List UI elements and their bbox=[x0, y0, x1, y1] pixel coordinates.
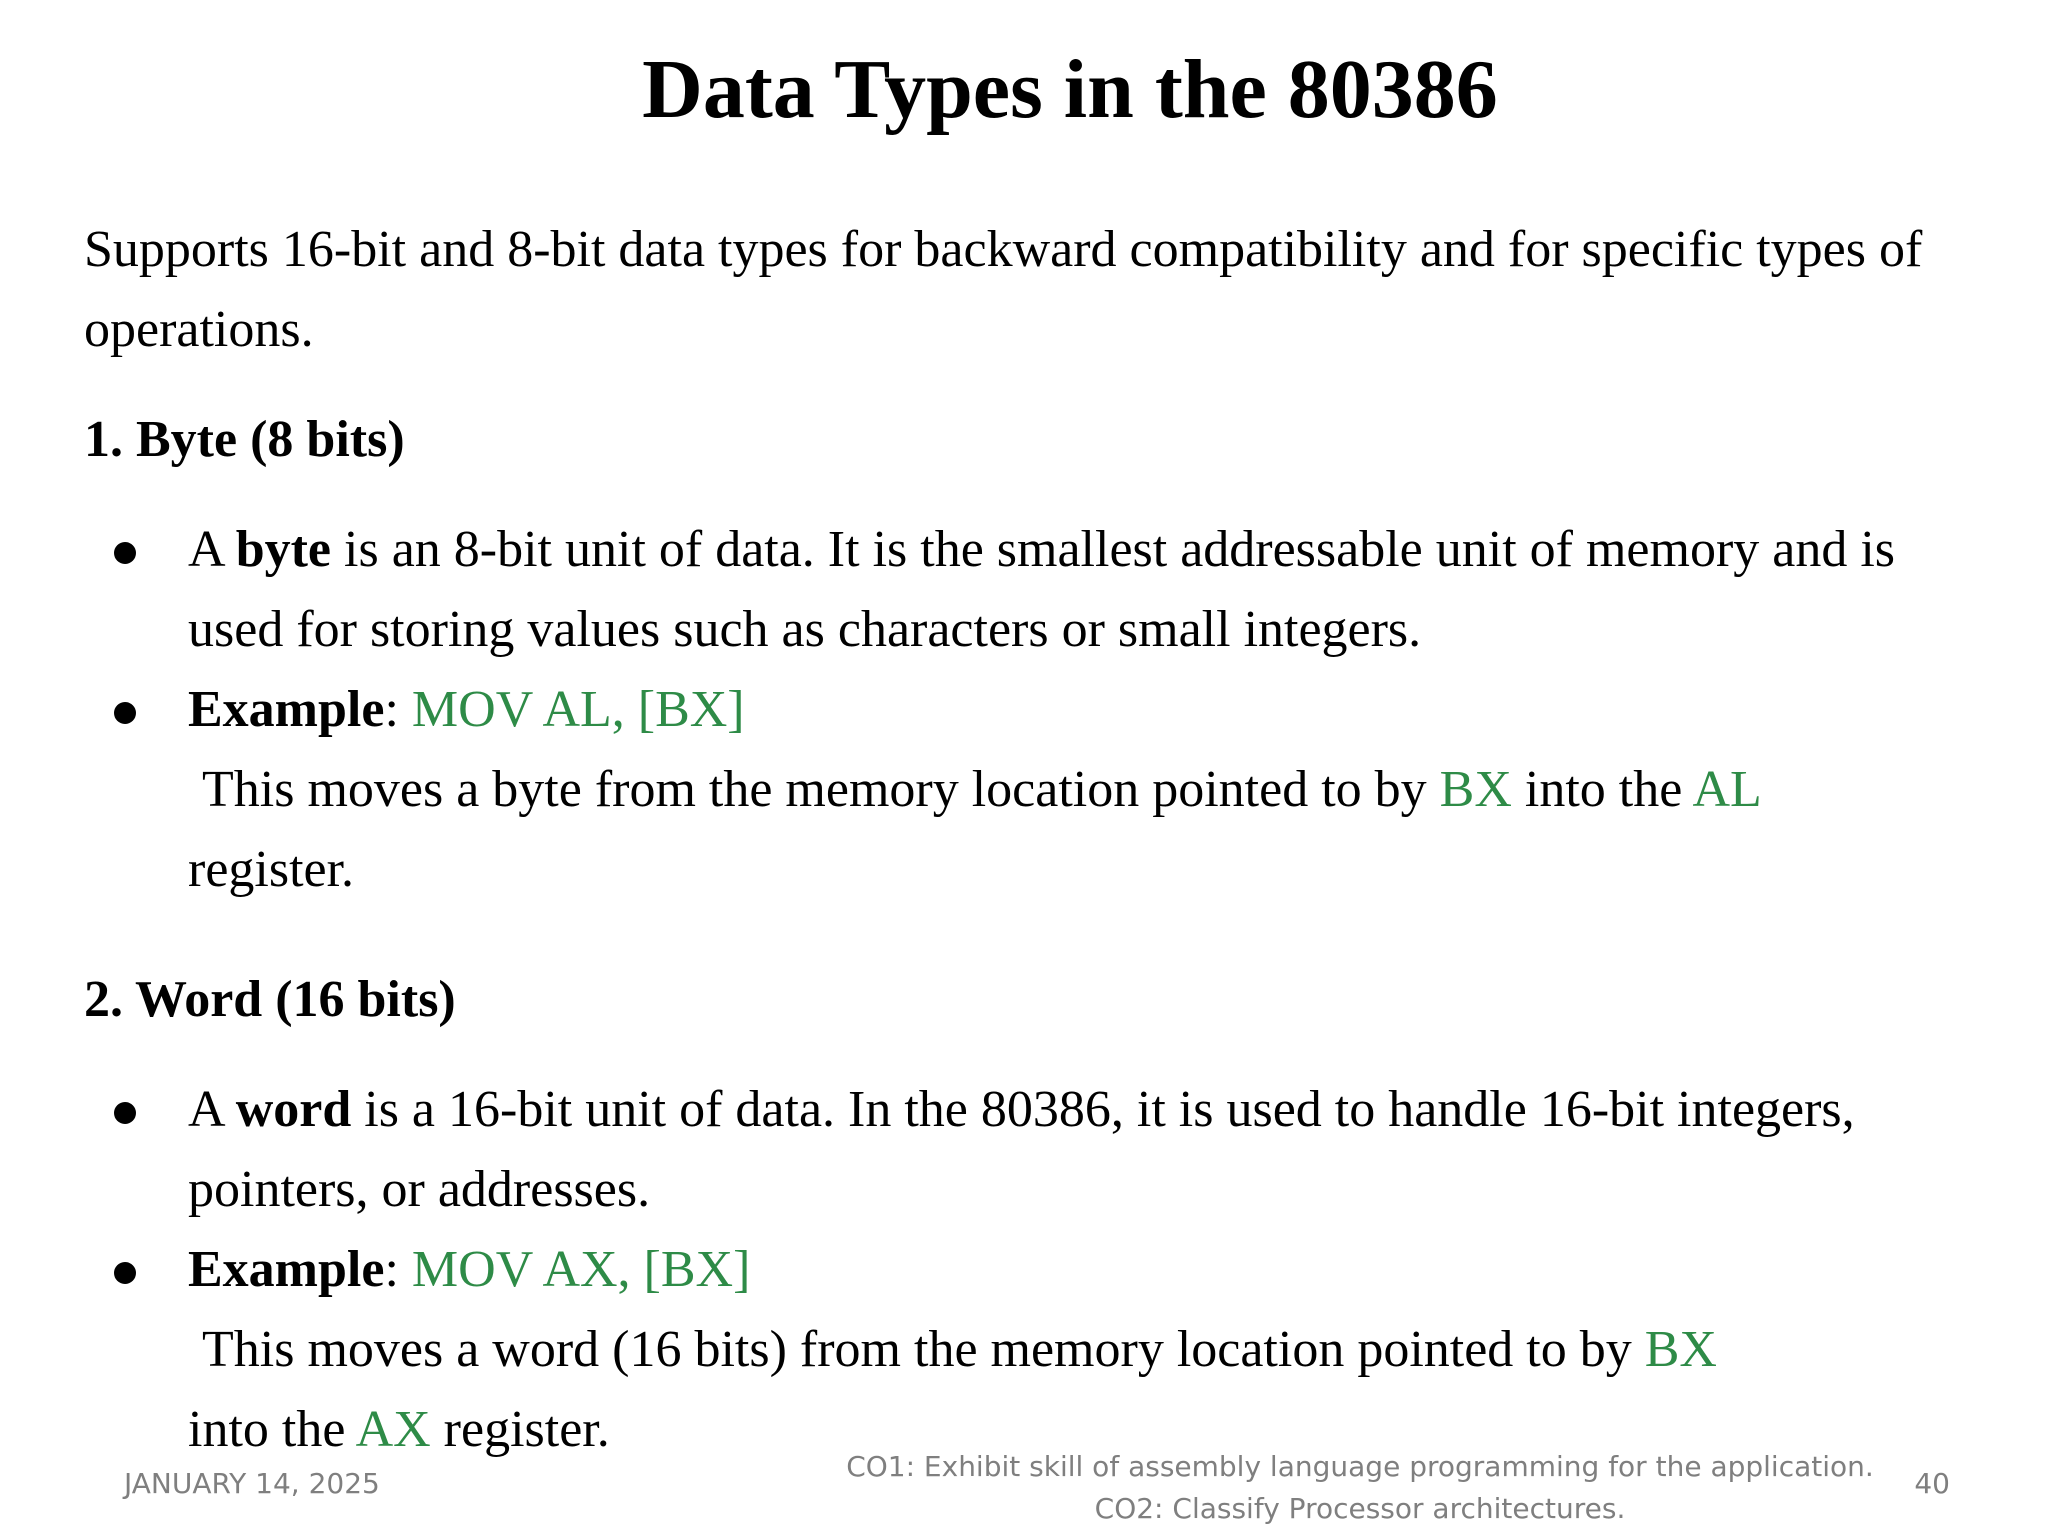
slide-body bbox=[84, 210, 1984, 1470]
slide-number: 40 bbox=[1914, 1467, 1950, 1500]
word-term: word bbox=[235, 1081, 352, 1138]
word-explanation-continued: into the AX register. bbox=[188, 1401, 610, 1458]
word-definition-bullet: A word is a 16-bit unit of data. In the 80386, it is used to handle 16-bit integers, pointers, or addresses. bbox=[84, 1070, 1984, 1230]
register-bx: BX bbox=[1644, 1321, 1717, 1378]
footer-course-outcomes bbox=[700, 1446, 2020, 1530]
word-example-code: MOV AX, [BX] bbox=[411, 1241, 751, 1298]
bullet-icon bbox=[114, 702, 136, 724]
byte-example-bullet: Example: MOV AL, [BX] This moves a byte from the memory location pointed to by BX into the AL register. bbox=[84, 670, 1984, 910]
register-bx: BX bbox=[1439, 761, 1512, 818]
footer-date: JANUARY 14, 2025 bbox=[124, 1467, 380, 1500]
register-al: AL bbox=[1692, 761, 1762, 818]
footer-co1: CO1: Exhibit skill of assembly language programming for the application. bbox=[846, 1450, 1874, 1483]
byte-term: byte bbox=[235, 521, 332, 578]
bullet-icon bbox=[114, 1102, 136, 1124]
byte-explanation-continued: register. bbox=[188, 841, 355, 898]
section-heading-byte: 1. Byte (8 bits) bbox=[84, 411, 405, 468]
byte-example-code: MOV AL, [BX] bbox=[411, 681, 745, 738]
slide-title: Data Types in the 80386 bbox=[642, 43, 1498, 136]
word-bullet-list bbox=[84, 1070, 1984, 1470]
example-label: Example bbox=[188, 1241, 385, 1298]
example-label: Example bbox=[188, 681, 385, 738]
footer-co2: CO2: Classify Processor architectures. bbox=[1094, 1492, 1626, 1525]
word-example-explanation: This moves a word (16 bits) from the memory location pointed to by BX bbox=[202, 1321, 1717, 1378]
byte-example-explanation: This moves a byte from the memory location pointed to by BX into the AL bbox=[202, 761, 1762, 818]
word-example-bullet: Example: MOV AX, [BX] This moves a word (16 bits) from the memory location pointed to by BX into the AX register. bbox=[84, 1230, 1984, 1470]
bullet-icon bbox=[114, 542, 136, 564]
intro-text: Supports 16-bit and 8-bit data types for backward compatibility and for specific types of operations. bbox=[84, 221, 1923, 358]
register-ax: AX bbox=[355, 1401, 431, 1458]
byte-definition-bullet: A byte is an 8-bit unit of data. It is the smallest addressable unit of memory and is used for storing values such as characters or small integers. bbox=[84, 510, 1984, 670]
section-heading-word: 2. Word (16 bits) bbox=[84, 971, 456, 1028]
bullet-icon bbox=[114, 1262, 136, 1284]
byte-bullet-list bbox=[84, 510, 1984, 910]
